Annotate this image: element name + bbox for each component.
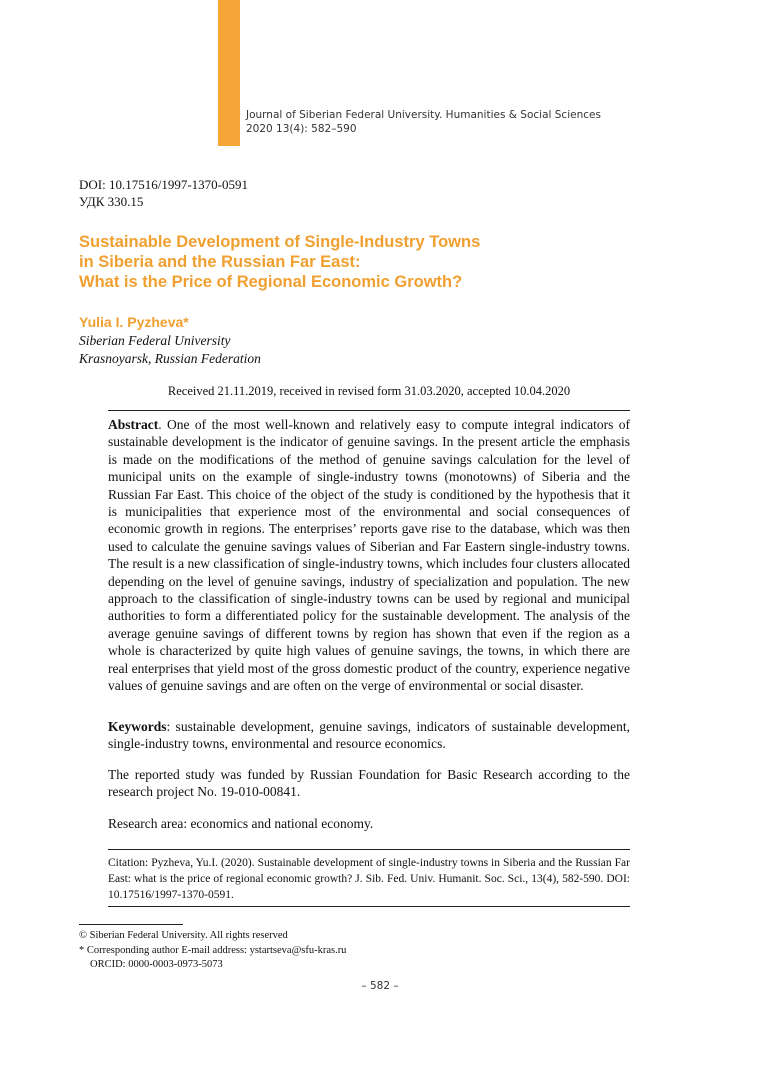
article-title <box>79 232 679 292</box>
title-line: What is the Price of Regional Economic Growth? <box>79 273 463 291</box>
citation-top-divider <box>108 849 630 850</box>
orcid: ORCID: 0000-0003-0973-5073 <box>90 959 223 970</box>
title-line: Sustainable Development of Single-Industry Towns <box>79 233 481 251</box>
received-dates: Received 21.11.2019, received in revised form 31.03.2020, accepted 10.04.2020 <box>167 384 571 398</box>
keywords-text: : sustainable development, genuine savings, indicators of sustainable development, single-industry towns, environmental and resource economics. <box>108 719 630 752</box>
journal-issue: 2020 13(4): 582–590 <box>246 123 357 135</box>
author-name: Yulia I. Pyzheva* <box>79 314 189 330</box>
citation: Citation: Pyzheva, Yu.I. (2020). Sustainable development of single-industry towns in Siberia and the Russian Far East: what is the price of regional economic growth? J. Sib. Fed. Univ. Humanit. Soc. Sci., 13(4), 582-590. DOI: 10.17516/1997-1370-0591. <box>108 857 630 901</box>
journal-header <box>246 108 601 136</box>
top-divider <box>108 410 630 411</box>
footnotes <box>79 929 346 973</box>
title-line: in Siberia and the Russian Far East: <box>79 253 361 271</box>
footnote-divider <box>79 924 183 925</box>
abstract <box>108 416 630 695</box>
funding-statement: The reported study was funded by Russian Foundation for Basic Research according to the research project No. 19-010-00841. <box>108 767 630 800</box>
keywords-label: Keywords <box>108 719 167 734</box>
page-number: – 582 – <box>361 980 399 992</box>
copyright: © Siberian Federal University. All rights reserved <box>79 930 288 941</box>
corresponding-author: * Corresponding author E-mail address: ystartseva@sfu-kras.ru <box>79 944 347 956</box>
header-accent-bar <box>218 0 240 146</box>
abstract-label: Abstract <box>108 417 159 432</box>
keywords <box>108 718 630 753</box>
doi: DOI: 10.17516/1997-1370-0591 <box>79 177 248 192</box>
identifiers <box>79 176 248 210</box>
research-area: Research area: economics and national economy. <box>108 816 374 831</box>
location: Krasnoyarsk, Russian Federation <box>79 351 261 366</box>
author-block <box>79 312 261 368</box>
citation-bottom-divider <box>108 906 630 907</box>
affiliation: Siberian Federal University <box>79 333 231 348</box>
abstract-text: . One of the most well-known and relatively easy to compute integral indicators of sustainable development is the indicator of genuine savings. In the present article the emphasis is made on the modifications of the method of genuine savings calculation for the level of municipal units on the example of single-industry towns (monotowns) of Siberia and the Russian Far East. This choice of the object of the study is conditioned by the hypothesis that it is municipalities that experience most of the environmental and social consequences of economic growth in regions. The enterprises’ reports gave rise to the database, which was then used to calculate the genuine savings values of Siberian and Far Eastern single-industry towns. The result is a new classification of single-industry towns, which includes four clusters allocated depending on the level of genuine savings, industry of specialization and population. The new approach to the classification of single-industry towns can be used by regional and municipal authorities to form a differentiated policy for the sustainable development. The analysis of the average genuine savings of different towns by region has shown that even if the region as a whole is characterized by quite high values of genuine savings, the towns, in which there are real enterprises that yield most of the gross domestic product of the country, experience negative values of genuine savings and are often on the verge of environmental or social disaster. <box>108 417 630 694</box>
journal-name: Journal of Siberian Federal University. Humanities & Social Sciences <box>246 109 601 121</box>
udk: УДК 330.15 <box>79 194 144 209</box>
